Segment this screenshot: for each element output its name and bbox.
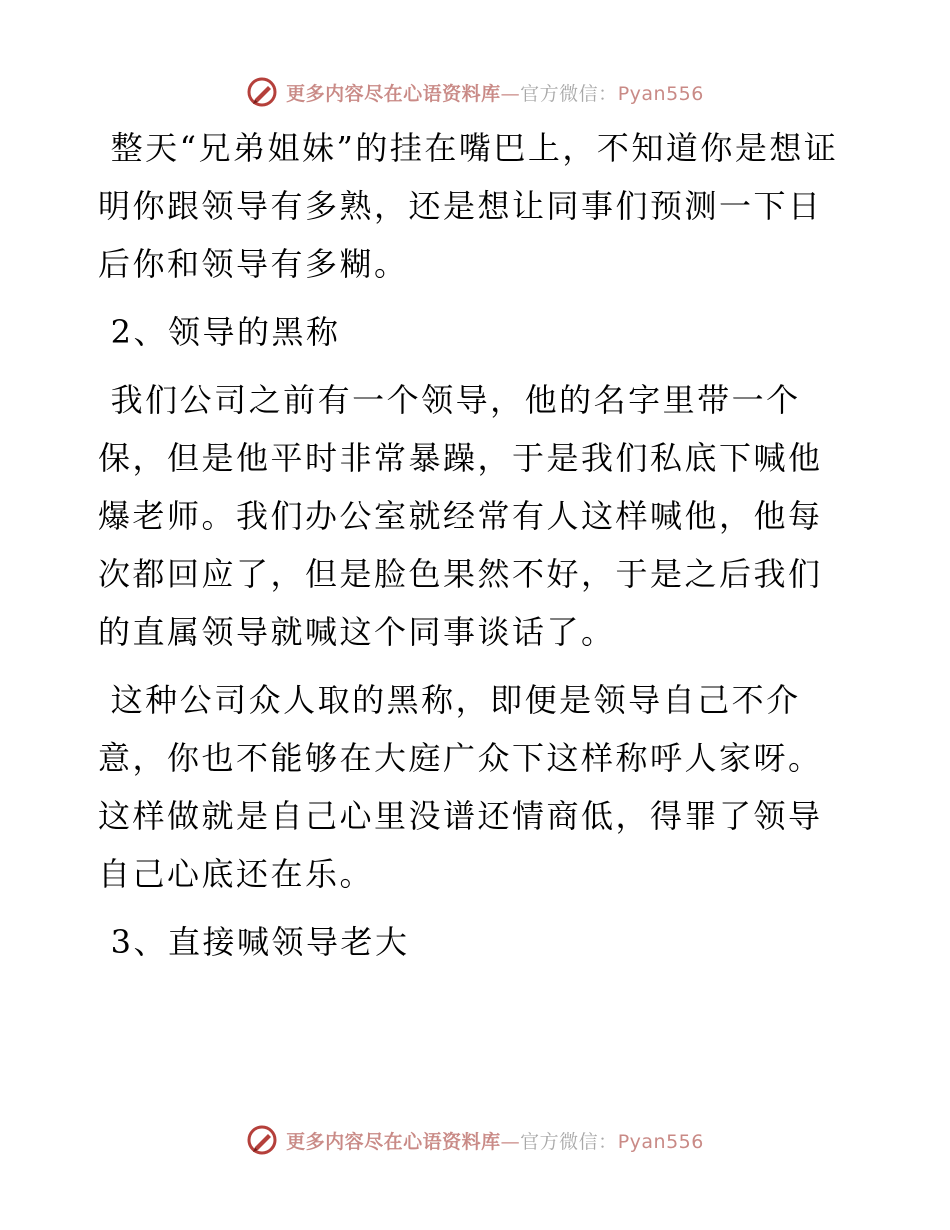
document-body <box>98 119 850 981</box>
pen-seal-icon <box>246 1124 278 1156</box>
section-heading: 3、直接喊领导老大 <box>98 923 410 961</box>
paragraph: 这种公司众人取的黑称，即便是领导自己不介意，你也不能够在大庭广众下这样称呼人家呀。这样做就是自己心里没谱还情商低，得罪了领导自己心底还在乐。 <box>98 681 823 893</box>
section-heading: 2、领导的黑称 <box>98 313 341 351</box>
paragraph: 整天“兄弟姐妹”的挂在嘴巴上，不知道你是想证明你跟领导有多熟，还是想让同事们预测一下日后你和领导有多糊。 <box>98 129 839 283</box>
pen-seal-icon <box>246 76 278 108</box>
watermark-text: 更多内容尽在心语资料库—官方微信：Pyan556 <box>286 82 704 105</box>
header-watermark <box>0 70 950 114</box>
paragraph: 我们公司之前有一个领导，他的名字里带一个保，但是他平时非常暴躁，于是我们私底下喊他爆老师。我们办公室就经常有人这样喊他，他每次都回应了，但是脸色果然不好，于是之后我们的直属领导就喊这个同事谈话了。 <box>98 381 823 651</box>
footer-watermark <box>0 1118 950 1162</box>
watermark-text: 更多内容尽在心语资料库—官方微信：Pyan556 <box>286 1130 704 1153</box>
